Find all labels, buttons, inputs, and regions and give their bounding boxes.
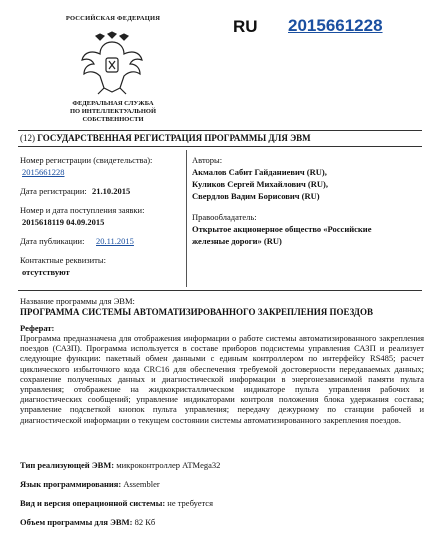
holder-label: Правообладатель: — [192, 212, 257, 222]
application-label: Номер и дата поступления заявки: — [20, 205, 145, 215]
publication-date-label: Дата публикации: — [20, 236, 85, 246]
language-row — [20, 479, 160, 489]
os-label: Вид и версия операционной системы: — [20, 498, 166, 508]
application-value: 2015618119 04.09.2015 — [22, 217, 105, 227]
title-top-divider — [18, 130, 422, 131]
evm-label: Тип реализующей ЭВМ: — [20, 460, 115, 470]
federation-title: РОССИЙСКАЯ ФЕДЕРАЦИЯ — [65, 15, 161, 22]
reg-number-label: Номер регистрации (свидетельства): — [20, 155, 153, 165]
program-name-label: Название программы для ЭВМ: — [20, 296, 135, 306]
coat-of-arms-emblem — [78, 30, 146, 98]
document-kind-title — [20, 133, 311, 143]
federal-service-line1: ФЕДЕРАЛЬНАЯ СЛУЖБА — [72, 100, 154, 107]
column-divider — [186, 150, 187, 287]
author-2: Куликов Сергей Михайлович (RU), — [192, 179, 328, 189]
size-label: Объем программы для ЭВМ: — [20, 517, 133, 527]
document-number-link[interactable]: 2015661228 — [288, 16, 383, 35]
contact-label: Контактные реквизиты: — [20, 255, 106, 265]
holder-line-2: железные дороги» (RU) — [192, 236, 282, 246]
country-code: RU — [233, 17, 258, 36]
publication-date-link[interactable]: 20.11.2015 — [96, 236, 134, 246]
os-row — [20, 498, 213, 508]
title-bottom-divider — [18, 146, 422, 147]
program-divider — [18, 290, 422, 291]
author-3: Свердлов Вадим Борисович (RU) — [192, 191, 320, 201]
evm-row — [20, 460, 220, 470]
evm-value: микроконтроллер ATMega32 — [116, 460, 221, 470]
reg-date-value: 21.10.2015 — [92, 186, 131, 196]
os-value: не требуется — [167, 498, 213, 508]
reg-number-link[interactable]: 2015661228 — [22, 167, 65, 177]
program-name: ПРОГРАММА СИСТЕМЫ АВТОМАТИЗИРОВАННОГО ЗАКРЕПЛЕНИЯ ПОЕЗДОВ — [20, 307, 373, 317]
document-kind-text: ГОСУДАРСТВЕННАЯ РЕГИСТРАЦИЯ ПРОГРАММЫ ДЛЯ ЭВМ — [37, 133, 311, 143]
authors-label: Авторы: — [192, 155, 223, 165]
reg-date-label: Дата регистрации: — [20, 186, 87, 196]
federal-service-title — [48, 100, 178, 124]
language-value: Assembler — [123, 479, 160, 489]
contact-value: отсутствуют — [22, 267, 70, 277]
holder-line-1: Открытое акционерное общество «Российские — [192, 224, 372, 234]
abstract-label: Реферат: — [20, 323, 55, 333]
language-label: Язык программирования: — [20, 479, 122, 489]
federal-service-line2: ПО ИНТЕЛЛЕКТУАЛЬНОЙ СОБСТВЕННОСТИ — [69, 108, 157, 123]
size-row — [20, 517, 155, 527]
size-value: 82 Кб — [134, 517, 156, 527]
author-1: Акмалов Сабит Гайданиевич (RU), — [192, 167, 327, 177]
document-kind-code: (12) — [20, 133, 35, 143]
abstract-text: Программа предназначена для отображения информации о работе системы автоматизированного закрепления поездов (САЗП). Программа используется в составе приборов подсистемы управления САЗП и реализует следующие функции: пакетный обмен данными с единым контроллером по интерфейсу RS485; расчет циклического избыточного кода CRC16 для обеспечения требуемой достоверности передаваемых данных; сохранение полученных данных и диагностической информации в энергонезависимой памяти пульта управления; отображение на жидкокристаллическом индикаторе пульта управления рабочих и диагностических сообщений; управление индикаторами контроля положения блока удержания состава; управление подсветкой кнопок пульта управления; передачу дежурному по станции рабочей и диагностической информации о текущем состоянии системы автоматизированного закрепления поездов. — [20, 333, 424, 425]
